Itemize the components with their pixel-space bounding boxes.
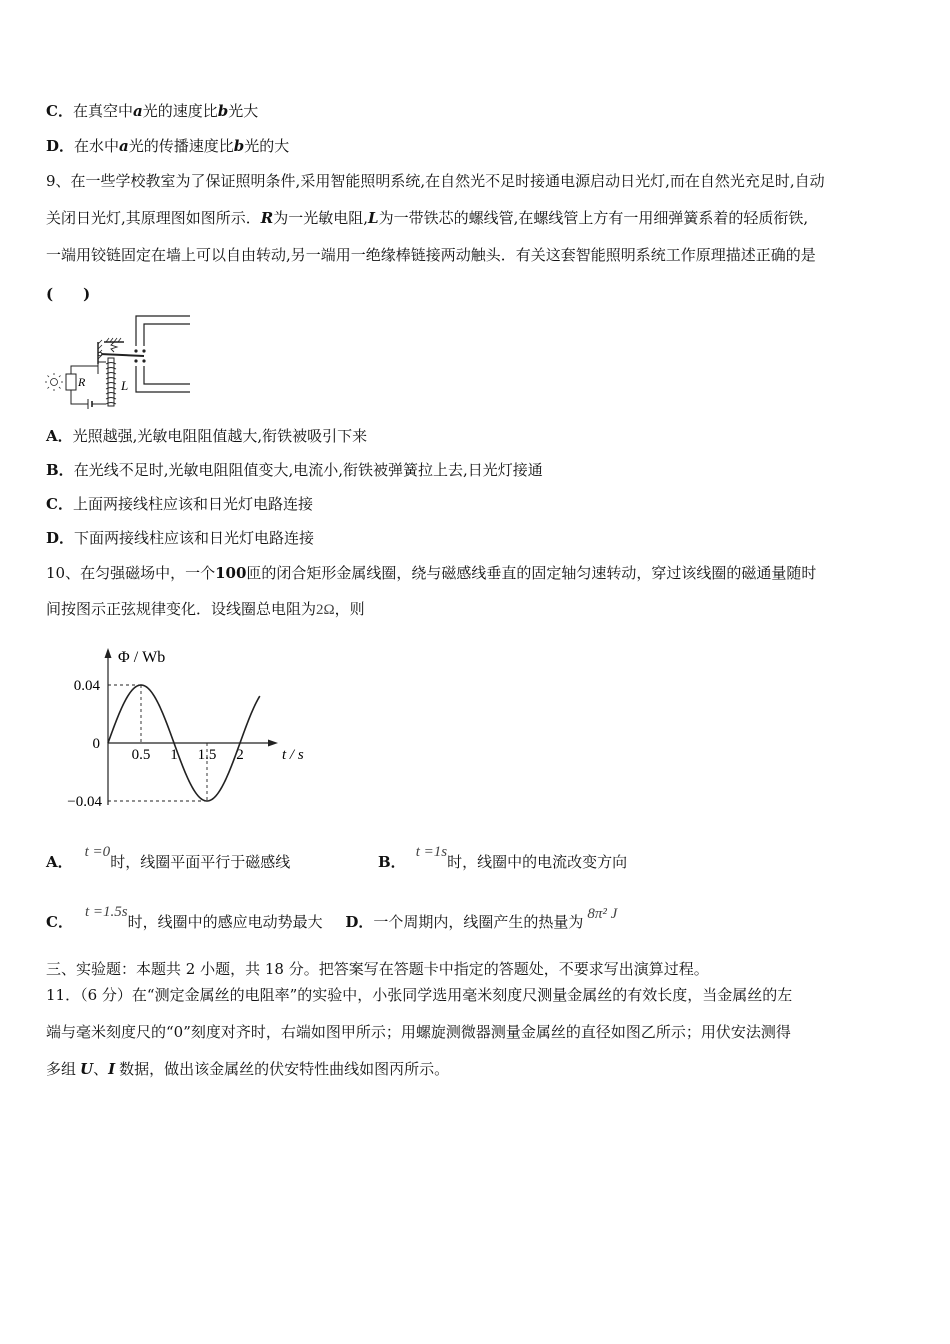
- q9-stem-line-2: 关闭日光灯,其原理图如图所示．R为一光敏电阻,L为一带铁芯的螺线管,在螺线管上方有一用细弹簧系着的轻质衔铁,: [46, 209, 809, 227]
- y-tick-label: −0.04: [67, 794, 102, 810]
- q10-option-c: C．t =1.5s时，线圈中的感应电动势最大 D．一个周期内，线圈产生的热量为 8π² J: [46, 904, 618, 931]
- q9-option-a: A．光照越强,光敏电阻阻值越大,衔铁被吸引下来: [46, 427, 368, 445]
- q11-stem-line-3: 多组 U、I 数据，做出该金属丝的伏安特性曲线如图丙所示。: [46, 1060, 450, 1078]
- q9-option-d: D．下面两接线柱应该和日光灯电路连接: [46, 529, 315, 547]
- flux-sine-chart: [50, 640, 330, 815]
- coil-label: L: [121, 378, 129, 393]
- q10-option-a: A．t =0时，线圈平面平行于磁感线: [46, 844, 291, 871]
- q9-stem-line-1: 9、在一些学校教室为了保证照明条件,采用智能照明系统,在自然光不足时接通电源启动日光灯,而在自然光充足时,自动: [46, 172, 825, 190]
- q10-option-b: B．t =1s时，线圈中的电流改变方向: [378, 844, 628, 871]
- light-source-icon: [45, 373, 63, 391]
- section-3-header: 三、实验题：本题共 2 小题，共 18 分。把答案写在答题卡中指定的答题处，不要求写出演算过程。: [46, 960, 709, 978]
- q9-answer-paren: ( ): [46, 285, 91, 303]
- y-axis-label: Φ / Wb: [118, 649, 166, 666]
- y-axis-arrow: [105, 648, 112, 658]
- x-tick-label: 1: [170, 747, 178, 763]
- x-tick-label: 0.5: [131, 747, 151, 763]
- x-axis-arrow: [268, 740, 278, 747]
- resistor-label: R: [78, 375, 86, 389]
- relay-circuit-diagram: [44, 312, 194, 412]
- q9-option-b: B．在光线不足时,光敏电阻阻值变大,电流小,衔铁被弹簧拉上去,日光灯接通: [46, 461, 543, 479]
- q10-stem-line-1: 10、在匀强磁场中，一个100匝的闭合矩形金属线圈，绕与磁感线垂直的固定轴匀速转动，穿过该线圈的磁通量随时: [46, 564, 817, 582]
- q8-option-c: C．在真空中a光的速度比b光大: [46, 102, 259, 120]
- q11-stem-line-1: 11．（6 分）在“测定金属丝的电阻率”的实验中，小张同学选用毫米刻度尺测量金属丝的有效长度，当金属丝的左: [46, 986, 793, 1004]
- x-axis-label: t / s: [282, 747, 304, 763]
- q10-stem-line-2: 间按图示正弦规律变化．设线圈总电阻为2Ω，则: [46, 600, 365, 618]
- x-tick-label: 2: [236, 747, 244, 763]
- q11-stem-line-2: 端与毫米刻度尺的“0”刻度对齐时，右端如图甲所示；用螺旋测微器测量金属丝的直径如图乙所示；用伏安法测得: [46, 1023, 791, 1041]
- y-tick-label: 0: [92, 736, 100, 752]
- x-tick-label: 1.5: [197, 747, 217, 763]
- y-tick-label: 0.04: [73, 678, 100, 694]
- q9-option-c: C．上面两接线柱应该和日光灯电路连接: [46, 495, 313, 513]
- q8-option-d: D．在水中a光的传播速度比b光的大: [46, 137, 290, 155]
- q9-stem-line-3: 一端用铰链固定在墙上可以自由转动,另一端用一绝缘棒链接两动触头．有关这套智能照明系统工作原理描述正确的是: [46, 246, 816, 264]
